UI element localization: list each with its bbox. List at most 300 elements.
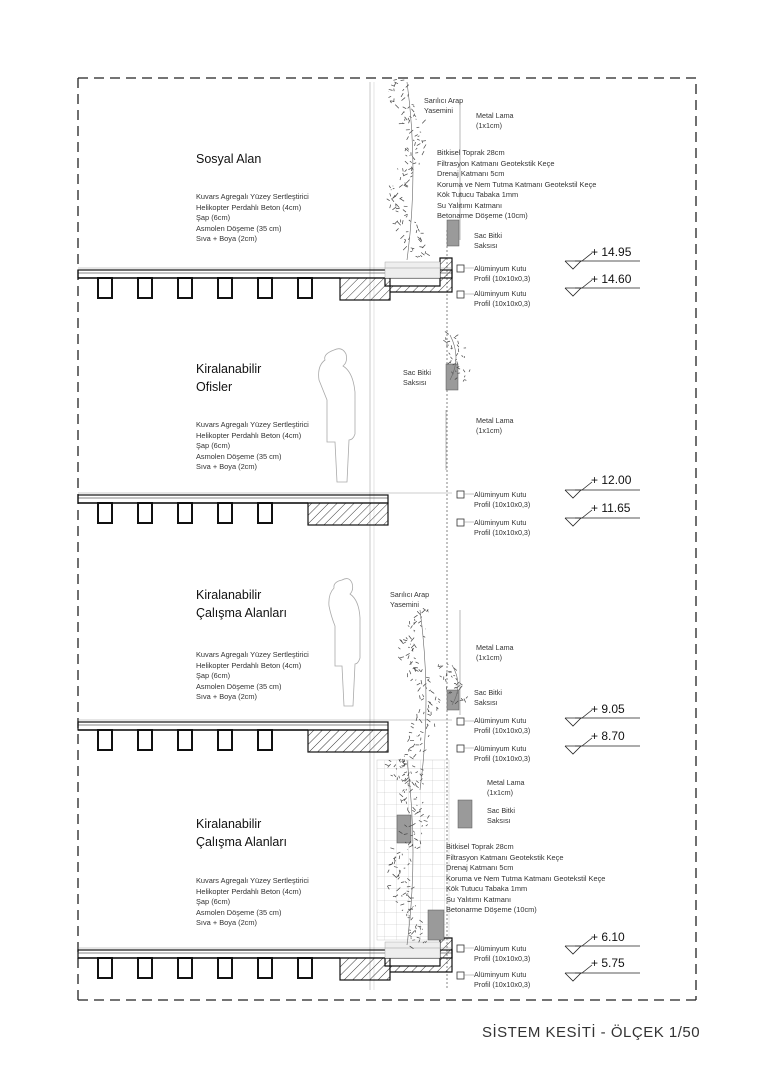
leaf-mark: [401, 80, 405, 81]
slab-rib: [178, 730, 192, 750]
label-line: Yasemini: [424, 106, 463, 116]
slab-hatched-edge: [340, 278, 390, 300]
leaf-mark: [391, 199, 394, 202]
floor-slab: [78, 495, 388, 525]
metal-lama-label: [476, 416, 514, 436]
leaf-mark: [422, 140, 423, 143]
leaf-mark: [438, 701, 439, 702]
level-value: + 6.10: [591, 931, 625, 943]
aluminum-profile-box: [457, 491, 464, 498]
slab-rib: [138, 958, 152, 978]
leaf-mark: [416, 148, 418, 150]
leaf-mark: [410, 757, 414, 760]
planter-pot: [446, 364, 458, 390]
leaf-mark: [425, 251, 426, 254]
leaf-mark: [450, 357, 452, 359]
slab-rib: [218, 958, 232, 978]
leaf-mark: [422, 151, 424, 155]
leaf-mark: [466, 697, 468, 699]
person-silhouette: [319, 349, 355, 482]
spec-line: Helikopter Perdahlı Beton (4cm): [196, 887, 309, 898]
leaf-mark: [457, 345, 459, 347]
slab-rib: [218, 503, 232, 523]
room-title-line: Sosyal Alan: [196, 150, 261, 168]
leaf-mark: [422, 245, 425, 248]
room-title-line: Kiralanabilir: [196, 586, 287, 604]
leaf-mark: [406, 216, 407, 218]
leaf-mark: [403, 173, 404, 176]
leaf-mark: [389, 89, 393, 90]
leaf-mark: [408, 625, 409, 626]
leaf-mark: [434, 724, 435, 727]
leaf-mark: [399, 197, 402, 199]
leaf-mark: [424, 712, 425, 714]
leaf-mark: [388, 96, 391, 97]
leaf-mark: [399, 185, 403, 188]
leaf-mark: [402, 220, 403, 224]
leaf-mark: [413, 106, 414, 107]
planter-soil: [385, 942, 440, 958]
leaf-mark: [409, 120, 410, 123]
leaf-mark: [417, 144, 420, 146]
leaf-mark: [421, 681, 422, 685]
label-line: Sac Bitki: [487, 806, 515, 816]
leaf-mark: [395, 105, 399, 109]
leaf-mark: [418, 229, 419, 232]
floor-spec-block: [196, 420, 309, 473]
spec-line: Sıva + Boya (2cm): [196, 234, 309, 245]
drawing-title: SİSTEM KESİTİ - ÖLÇEK 1/50: [482, 1025, 700, 1040]
floor-spec-block: [196, 192, 309, 245]
aluminum-profile-label: [474, 518, 530, 538]
spec-line: Su Yalıtımı Katmanı: [437, 201, 596, 212]
slab-rib: [258, 730, 272, 750]
leaf-mark: [445, 679, 446, 682]
slab-rib: [218, 278, 232, 298]
room-title-offices: [196, 360, 261, 396]
aluminum-profile-label: [474, 490, 530, 510]
leaf-mark: [416, 230, 417, 233]
sac-bitki-label: [487, 806, 515, 826]
leaf-mark: [411, 726, 414, 727]
leaf-mark: [396, 228, 399, 231]
slab-top: [78, 495, 388, 503]
planter-pot: [447, 220, 459, 246]
leaf-mark: [420, 695, 421, 699]
leaf-mark: [463, 370, 465, 373]
leaf-mark: [413, 754, 416, 757]
leaf-mark: [411, 638, 414, 642]
leaf-mark: [422, 120, 425, 124]
leaf-mark: [435, 697, 436, 701]
spec-line: Bitkisel Toprak 28cm: [437, 148, 596, 159]
slab-rib: [98, 958, 112, 978]
sac-bitki-label: [474, 688, 502, 708]
slab-rib: [98, 730, 112, 750]
leaf-mark: [439, 666, 442, 667]
leaf-mark: [420, 749, 421, 751]
leaf-mark: [411, 248, 415, 249]
leaf-mark: [401, 93, 403, 97]
leaf-mark: [431, 691, 434, 693]
room-title-workspaces-upper: [196, 586, 287, 622]
slab-rib: [258, 278, 272, 298]
leaf-mark: [462, 355, 463, 357]
leaf-mark: [421, 699, 424, 701]
leaf-mark: [420, 255, 422, 257]
level-value: + 8.70: [591, 730, 625, 742]
label-line: Alüminyum Kutu: [474, 970, 530, 980]
label-line: Sac Bitki: [403, 368, 431, 378]
leaf-mark: [411, 168, 412, 171]
label-line: Profil (10x10x0,3): [474, 299, 530, 309]
leaf-mark: [464, 699, 466, 703]
label-line: Profil (10x10x0,3): [474, 528, 530, 538]
room-title-line: Çalışma Alanları: [196, 604, 287, 622]
spec-line: Asmolen Döşeme (35 cm): [196, 224, 309, 235]
level-value: + 11.65: [591, 502, 630, 514]
metal-lama-label: [476, 643, 514, 663]
leaf-mark: [389, 186, 391, 188]
level-value: + 14.95: [591, 246, 631, 258]
aluminum-profile-label: [474, 716, 530, 736]
leaf-mark: [407, 148, 409, 150]
leaf-mark: [469, 370, 470, 372]
leaf-mark: [420, 132, 421, 133]
leaf-mark: [418, 621, 421, 623]
spec-line: Şap (6cm): [196, 671, 309, 682]
leaf-mark: [456, 353, 458, 356]
spec-line: Helikopter Perdahlı Beton (4cm): [196, 431, 309, 442]
aluminum-profile-box: [457, 291, 464, 298]
spec-line: Şap (6cm): [196, 441, 309, 452]
label-line: Alüminyum Kutu: [474, 518, 530, 528]
leaf-mark: [403, 210, 406, 212]
label-line: Alüminyum Kutu: [474, 944, 530, 954]
leaf-mark: [415, 135, 418, 137]
aluminum-profile-box: [457, 972, 464, 979]
leaf-mark: [400, 657, 404, 658]
metal-lama-label: [476, 111, 514, 131]
leaf-mark: [447, 663, 449, 664]
spec-line: Betonarme Döşeme (10cm): [446, 905, 605, 916]
level-value: + 14.60: [591, 273, 631, 285]
leaf-mark: [406, 637, 407, 639]
leaf-mark: [449, 353, 451, 355]
room-title-social: [196, 150, 261, 168]
aluminum-profile-box: [457, 265, 464, 272]
slab-rib: [138, 730, 152, 750]
leaf-mark: [458, 349, 459, 353]
slab-rib: [138, 503, 152, 523]
label-line: Alüminyum Kutu: [474, 289, 530, 299]
plant-stem: [407, 82, 413, 260]
leaf-mark: [403, 246, 407, 250]
leaf-mark: [409, 220, 411, 222]
leaf-mark: [426, 725, 428, 729]
leaf-mark: [463, 379, 464, 381]
leaf-mark: [403, 89, 404, 91]
spec-line: Şap (6cm): [196, 213, 309, 224]
spec-line: Drenaj Katmanı 5cm: [437, 169, 596, 180]
sac-bitki-label: [403, 368, 431, 388]
slab-top: [78, 722, 388, 730]
spec-line: Bitkisel Toprak 28cm: [446, 842, 605, 853]
label-line: Metal Lama: [476, 111, 514, 121]
label-line: Alüminyum Kutu: [474, 490, 530, 500]
leaf-mark: [451, 676, 452, 678]
slab-rib: [98, 503, 112, 523]
leaf-mark: [404, 239, 406, 240]
level-value: + 5.75: [591, 957, 625, 969]
label-line: Sac Bitki: [474, 231, 502, 241]
leaf-mark: [418, 136, 420, 137]
leaf-mark: [414, 222, 416, 223]
leaf-mark: [455, 335, 458, 337]
leaf-mark: [420, 743, 422, 745]
leaf-mark: [408, 168, 411, 170]
sac-bitki-label: [474, 231, 502, 251]
spec-line: Koruma ve Nem Tutma Katmanı Geotekstil Keçe: [446, 874, 605, 885]
slab-hatched-edge: [308, 730, 388, 752]
leaf-mark: [427, 719, 431, 722]
leaf-mark: [419, 669, 421, 671]
leaf-mark: [400, 199, 404, 202]
leaf-mark: [409, 732, 412, 733]
leaf-mark: [422, 141, 426, 142]
leaf-mark: [393, 188, 395, 189]
leaf-mark: [464, 375, 465, 377]
label-line: (1x1cm): [476, 653, 514, 663]
leaf-mark: [409, 670, 410, 674]
label-line: Sarılıcı Arap: [424, 96, 463, 106]
leaf-mark: [458, 341, 459, 344]
leaf-mark: [421, 253, 424, 256]
level-value: + 12.00: [591, 474, 631, 486]
leaf-mark: [411, 645, 414, 648]
label-line: (1x1cm): [476, 121, 514, 131]
leaf-mark: [426, 253, 430, 255]
spec-line: Kök Tutucu Tabaka 1mm: [446, 884, 605, 895]
room-title-line: Ofisler: [196, 378, 261, 396]
leaf-mark: [411, 679, 413, 681]
floor-spec-block: [196, 650, 309, 703]
leaf-mark: [416, 256, 419, 257]
slab-rib: [298, 278, 312, 298]
leaf-mark: [412, 104, 415, 105]
metal-lama-label: [487, 778, 525, 798]
slab-hatched-edge: [308, 503, 388, 525]
leaf-mark: [401, 98, 405, 101]
leaf-mark: [411, 172, 413, 173]
planter-spec-block: [437, 148, 596, 222]
level-value: + 9.05: [591, 703, 625, 715]
leaf-mark: [394, 83, 396, 87]
leaf-mark: [443, 340, 446, 342]
leaf-mark: [422, 694, 423, 697]
leaf-mark: [390, 193, 391, 196]
leaf-mark: [409, 636, 412, 640]
leaf-mark: [422, 929, 423, 930]
leaf-mark: [410, 161, 412, 163]
leaf-mark: [422, 610, 425, 613]
leaf-mark: [404, 756, 405, 757]
jasmine-label: [390, 590, 429, 610]
leaf-mark: [418, 256, 420, 257]
leaf-mark: [427, 714, 430, 716]
slab-rib: [178, 958, 192, 978]
aluminum-profile-box: [457, 519, 464, 526]
label-line: Profil (10x10x0,3): [474, 954, 530, 964]
label-line: Profil (10x10x0,3): [474, 980, 530, 990]
leaf-mark: [397, 222, 400, 226]
leaf-mark: [397, 168, 398, 169]
leaf-mark: [392, 207, 396, 210]
leaf-mark: [391, 85, 394, 86]
leaf-mark: [409, 736, 410, 738]
leaf-mark: [405, 161, 408, 164]
label-line: (1x1cm): [476, 426, 514, 436]
label-line: Sac Bitki: [474, 688, 502, 698]
label-line: Metal Lama: [476, 416, 514, 426]
leaf-mark: [409, 130, 413, 134]
slab-rib: [178, 503, 192, 523]
leaf-mark: [456, 678, 457, 680]
leaf-mark: [411, 625, 413, 628]
leaf-mark: [440, 676, 442, 677]
leaf-mark: [404, 174, 408, 176]
slab-rib: [258, 503, 272, 523]
floor-spec-block: [196, 876, 309, 929]
leaf-mark: [408, 738, 410, 741]
leaf-mark: [414, 644, 417, 648]
leaf-mark: [413, 744, 415, 747]
spec-line: Kuvars Agregalı Yüzey Sertleştirici: [196, 420, 309, 431]
label-line: Profil (10x10x0,3): [474, 754, 530, 764]
room-title-line: Kiralanabilir: [196, 360, 261, 378]
label-line: Metal Lama: [476, 643, 514, 653]
spec-line: Kök Tutucu Tabaka 1mm: [437, 190, 596, 201]
leaf-mark: [426, 677, 430, 678]
leaf-mark: [406, 180, 410, 184]
spec-line: Sıva + Boya (2cm): [196, 462, 309, 473]
jasmine-label: [424, 96, 463, 116]
planter-soil: [385, 262, 440, 278]
aluminum-profile-box: [457, 945, 464, 952]
leaf-mark: [414, 658, 416, 659]
leaf-mark: [415, 670, 418, 672]
leaf-mark: [419, 709, 420, 713]
slab-rib: [218, 730, 232, 750]
leaf-mark: [396, 204, 399, 208]
label-line: Sarılıcı Arap: [390, 590, 429, 600]
label-line: Yasemini: [390, 600, 429, 610]
leaf-mark: [403, 107, 406, 109]
leaf-mark: [405, 155, 407, 156]
leaf-mark: [393, 79, 396, 80]
leaf-mark: [413, 140, 414, 141]
leaf-mark: [429, 702, 432, 705]
leaf-mark: [459, 686, 462, 690]
leaf-mark: [424, 145, 426, 149]
leaf-mark: [398, 648, 400, 650]
spec-line: Drenaj Katmanı 5cm: [446, 863, 605, 874]
leaf-mark: [416, 839, 417, 840]
leaf-mark: [415, 142, 416, 146]
leaf-mark: [414, 630, 415, 631]
label-line: Alüminyum Kutu: [474, 264, 530, 274]
leaf-mark: [403, 168, 404, 171]
floor-slab: [78, 722, 388, 752]
leaf-mark: [412, 648, 413, 651]
leaf-mark: [460, 683, 463, 685]
leaf-mark: [422, 825, 423, 827]
leaf-mark: [417, 225, 418, 229]
leaf-mark: [403, 640, 407, 641]
label-line: Alüminyum Kutu: [474, 716, 530, 726]
leaf-mark: [415, 680, 416, 681]
planter-spec-block: [446, 842, 605, 916]
label-line: (1x1cm): [487, 788, 525, 798]
aluminum-profile-label: [474, 264, 530, 284]
aluminum-profile-label: [474, 744, 530, 764]
floor-slab: [78, 938, 452, 980]
leaf-mark: [465, 380, 466, 381]
aluminum-profile-box: [457, 745, 464, 752]
leaf-mark: [423, 750, 426, 752]
slab-rib: [98, 278, 112, 298]
leaf-mark: [390, 205, 391, 209]
spec-line: Kuvars Agregalı Yüzey Sertleştirici: [196, 650, 309, 661]
spec-line: Sıva + Boya (2cm): [196, 918, 309, 929]
spec-line: Betonarme Döşeme (10cm): [437, 211, 596, 222]
label-line: Profil (10x10x0,3): [474, 500, 530, 510]
leaf-mark: [417, 683, 421, 685]
planter-pot: [428, 910, 444, 940]
label-line: Saksısı: [474, 698, 502, 708]
label-line: Metal Lama: [487, 778, 525, 788]
spec-line: Filtrasyon Katmanı Geotekstik Keçe: [446, 853, 605, 864]
leaf-mark: [429, 690, 431, 691]
leaf-mark: [403, 642, 406, 644]
leaf-mark: [417, 139, 420, 140]
room-title-workspaces-lower: [196, 815, 287, 851]
slab-hatched-edge: [340, 958, 390, 980]
leaf-mark: [408, 107, 410, 109]
leaf-mark: [407, 136, 409, 139]
leaf-mark: [411, 723, 414, 724]
label-line: Alüminyum Kutu: [474, 744, 530, 754]
spec-line: Helikopter Perdahlı Beton (4cm): [196, 661, 309, 672]
leaf-mark: [416, 717, 417, 720]
aluminum-profile-box: [457, 718, 464, 725]
spec-line: Sıva + Boya (2cm): [196, 692, 309, 703]
leaf-mark: [454, 337, 456, 338]
leaf-mark: [419, 719, 422, 723]
leaf-mark: [408, 655, 409, 658]
spec-line: Asmolen Döşeme (35 cm): [196, 682, 309, 693]
room-title-line: Kiralanabilir: [196, 815, 287, 833]
label-line: Profil (10x10x0,3): [474, 274, 530, 284]
label-line: Saksısı: [474, 241, 502, 251]
slab-rib: [178, 278, 192, 298]
leaf-mark: [394, 82, 398, 84]
spec-line: Şap (6cm): [196, 897, 309, 908]
leaf-mark: [400, 235, 404, 239]
leaf-mark: [410, 176, 412, 177]
leaf-mark: [406, 653, 410, 655]
person-silhouette: [329, 579, 360, 706]
